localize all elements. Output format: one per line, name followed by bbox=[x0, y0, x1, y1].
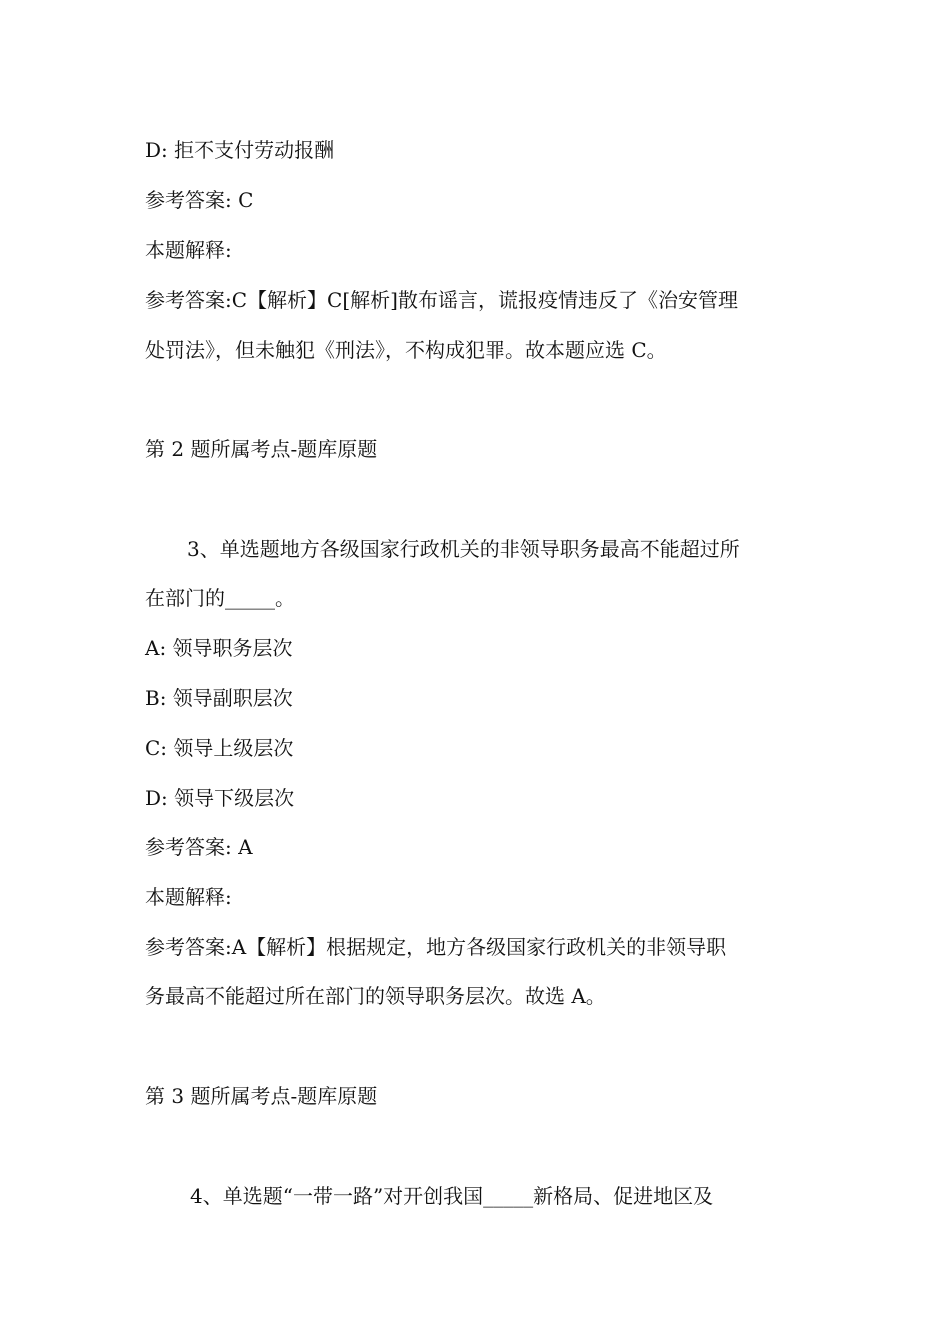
q3-explanation-line-2: 务最高不能超过所在部门的领导职务层次。故选 A。 bbox=[145, 984, 606, 1008]
q3-stem-line-1: 3、单选题地方各级国家行政机关的非领导职务最高不能超过所 bbox=[187, 537, 740, 561]
q3-explanation-line-1: 参考答案:A【解析】根据规定，地方各级国家行政机关的非领导职 bbox=[145, 935, 727, 959]
q3-stem-line-2: 在部门的_____。 bbox=[145, 586, 295, 610]
q3-option-a: A: 领导职务层次 bbox=[145, 636, 293, 660]
q3-answer: 参考答案: A bbox=[145, 835, 253, 859]
q1-explanation-line-1: 参考答案:C【解析】C[解析]散布谣言，谎报疫情违反了《治安管理 bbox=[145, 288, 738, 312]
q1-answer: 参考答案: C bbox=[145, 188, 254, 212]
q1-option-d: D: 拒不支付劳动报酬 bbox=[145, 138, 335, 162]
q4-stem-line-1: 4、单选题“一带一路”对开创我国_____新格局、促进地区及 bbox=[190, 1184, 714, 1208]
q3-explanation-label: 本题解释: bbox=[145, 885, 232, 909]
q3-option-d: D: 领导下级层次 bbox=[145, 786, 295, 810]
q1-explanation-label: 本题解释: bbox=[145, 238, 232, 262]
q3-topic: 第 3 题所属考点-题库原题 bbox=[145, 1084, 378, 1108]
q1-explanation-line-2: 处罚法》，但未触犯《刑法》，不构成犯罪。故本题应选 C。 bbox=[145, 338, 667, 362]
q3-option-b: B: 领导副职层次 bbox=[145, 686, 293, 710]
q3-option-c: C: 领导上级层次 bbox=[145, 736, 294, 760]
q1-topic: 第 2 题所属考点-题库原题 bbox=[145, 437, 378, 461]
